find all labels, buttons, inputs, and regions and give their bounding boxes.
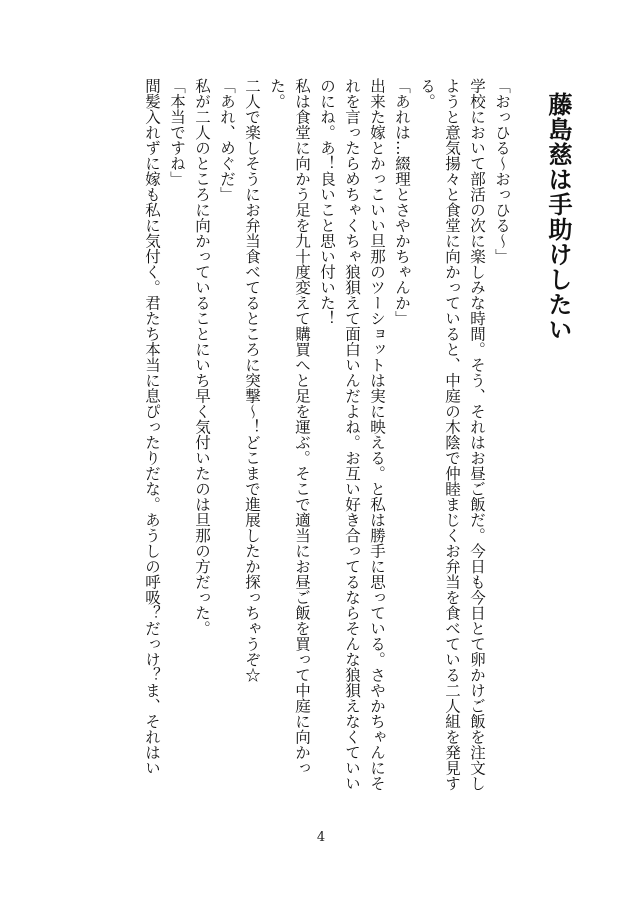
- paragraph: 学校において部活の次に楽しみな時間。そう、それはお昼ご飯だ。今日も今日とて卵かけご飯を注文しようと意気揚々と食堂に向かっていると、中庭の木陰で仲睦まじくお弁当を食べている二人組を発見する。: [418, 78, 486, 791]
- paragraph: 私は食堂に向かう足を九十度変えて購買へと足を運ぶ。そこで適当にお昼ご飯を買って中庭に向かった。: [268, 78, 311, 776]
- paragraph: 私が二人のところに向かっていることにいち早く気付いたのは旦那の方だった。: [193, 78, 211, 636]
- chapter-title: 藤島慈は手助けしたい: [544, 92, 573, 342]
- paragraph: 二人で楽しそうにお弁当食べてるところに突撃〜！どこまで進展したか探っちゃうぞ☆: [243, 78, 261, 683]
- page-number: 4: [316, 830, 326, 845]
- paragraph: 「あれ、めぐだ」: [218, 78, 236, 202]
- paragraph: 「おっひる〜おっひる〜」: [493, 78, 511, 264]
- paragraph: 「あれは…綴理とさやかちゃんか」: [393, 78, 411, 326]
- body-text: [139, 78, 514, 798]
- paragraph: 間髪入れずに嫁も私に気付く。君たち本当に息ぴったりだな。あうしの呼吸？だっけ？ま、それはい: [143, 78, 161, 776]
- paragraph: 出来た嫁とかっこいい旦那のツーショットは実に映える。と私は勝手に思っている。さやかちゃんにそれを言ったらめちゃくちゃ狼狽えて面白いんだよね。お互い好き合ってるならそんな狼狽えなくていいのにね。あ！良いこと思い付いた！: [318, 78, 386, 791]
- paragraph: 「本当ですね」: [168, 78, 186, 187]
